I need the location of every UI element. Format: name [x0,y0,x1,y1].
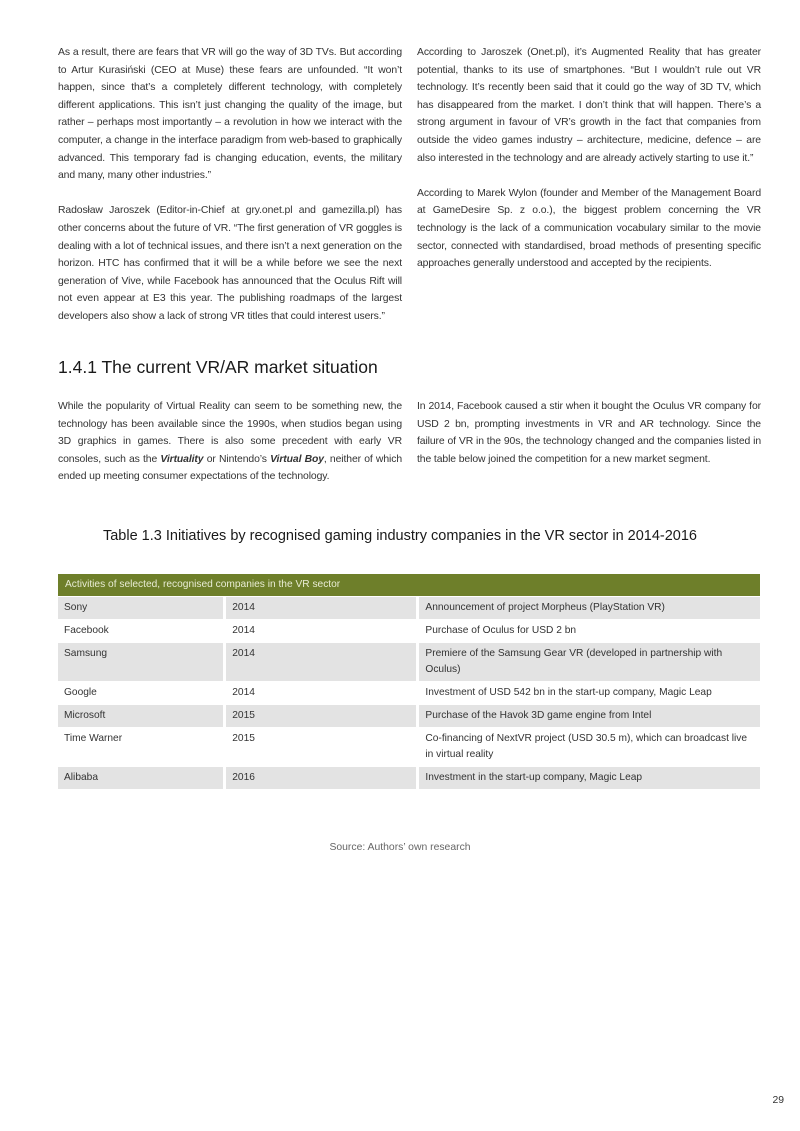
section-heading: 1.4.1 The current VR/AR market situation [58,357,378,377]
table-row [58,682,760,705]
table-row [58,767,760,790]
description-cell: Investment of USD 542 bn in the start-up company, Magic Leap [418,682,760,705]
column-left-bottom [58,398,402,486]
vr-initiatives-table [58,574,760,789]
company-cell: Time Warner [58,728,225,767]
table-header: Activities of selected, recognised companies in the VR sector [58,574,760,597]
year-cell: 2015 [225,728,418,767]
text-segment: , neither of which ended up meeting consumer expectations of the technology. [58,453,402,483]
description-cell: Purchase of the Havok 3D game engine from Intel [418,705,760,728]
year-cell: 2014 [225,620,418,643]
description-cell: Co-financing of NextVR project (USD 30.5 m), which can broadcast live in virtual reality [418,728,760,767]
table-header-row [58,574,760,597]
table-row [58,643,760,682]
company-cell: Microsoft [58,705,225,728]
column-right-bottom [417,398,761,468]
year-cell: 2016 [225,767,418,790]
table-row [58,597,760,620]
company-cell: Facebook [58,620,225,643]
company-cell: Alibaba [58,767,225,790]
table-row [58,728,760,767]
year-cell: 2014 [225,643,418,682]
year-cell: 2015 [225,705,418,728]
column-left-top [58,44,402,326]
paragraph-vr-history [58,398,402,486]
description-cell: Announcement of project Morpheus (PlayStation VR) [418,597,760,620]
description-cell: Purchase of Oculus for USD 2 bn [418,620,760,643]
table-source: Source: Authors’ own research [329,842,471,853]
paragraph-wylon: According to Marek Wylon (founder and Member of the Management Board at GameDesire Sp. z o.o.), the biggest problem concerning the VR technology is the lack of a communication vocabulary similar to the movie sector, connected with standardised, broad methods of presenting specific approaches generally understood and accepted by the recipients. [417,187,761,270]
paragraph-kurasinski: As a result, there are fears that VR will go the way of 3D TVs. But according to Artur Kurasiński (CEO at Muse) these fears are unfounded. “It won’t happen, since that’s a completely different technology, with completely different applications. This isn’t just changing the quality of the image, but rather – perhaps most importantly – a revolution in how we interact with the computer, a change in the interface paradigm from web-based to graphically advanced. This temporary fad is changing education, events, the military and many, many other industries.” [58,47,402,182]
column-right-top [417,44,761,273]
table-row [58,705,760,728]
year-cell: 2014 [225,682,418,705]
text-segment: or Nintendo’s [203,453,271,465]
emphasis-virtual-boy: Virtual Boy [270,453,324,465]
emphasis-virtuality: Virtuality [160,453,204,465]
company-cell: Google [58,682,225,705]
description-cell: Premiere of the Samsung Gear VR (developed in partnership with Oculus) [418,643,760,682]
paragraph-facebook-oculus: In 2014, Facebook caused a stir when it bought the Oculus VR company for USD 2 bn, prompting investments in VR and AR technology. Since the failure of VR in the 90s, the technology changed and the companies listed in the table below joined the competition for a new market segment. [417,401,761,465]
paragraph-jaroszek-concerns: Radosław Jaroszek (Editor-in-Chief at gry.onet.pl and gamezilla.pl) has other concerns about the future of VR. “The first generation of VR goggles is dealing with a lot of technical issues, and there isn’t a next generation on the horizon. HTC has confirmed that it will be a while before we see the next generation of Vive, while Facebook has announced that the Oculus Rift will not even appear at E3 this year. The publishing roadmaps of the largest developers also show a lack of strong VR titles that could interest users.” [58,205,402,322]
company-cell: Samsung [58,643,225,682]
text-segment: While the popularity of Virtual Reality can seem to be something new, the technology has been available since the 1990s, when studios began using 3D graphics in games. There is also some precedent with early VR consoles, such as the [58,401,402,465]
page-number: 29 [772,1095,784,1106]
year-cell: 2014 [225,597,418,620]
paragraph-jaroszek-ar: According to Jaroszek (Onet.pl), it’s Augmented Reality that has greater potential, thanks to its use of smartphones. “But I wouldn’t rule out VR technology. It’s recently been said that it could go the way of 3D TV, which has disappeared from the market. I don’t think that will happen. There’s a strong argument in favour of VR’s growth in the fact that companies from outside the video games industry – architecture, medicine, defence – are also interested in the technology and are already actively starting to use it.” [417,47,761,164]
table-row [58,620,760,643]
company-cell: Sony [58,597,225,620]
table-title: Table 1.3 Initiatives by recognised gaming industry companies in the VR sector in 2014-2016 [102,528,698,544]
description-cell: Investment in the start-up company, Magic Leap [418,767,760,790]
